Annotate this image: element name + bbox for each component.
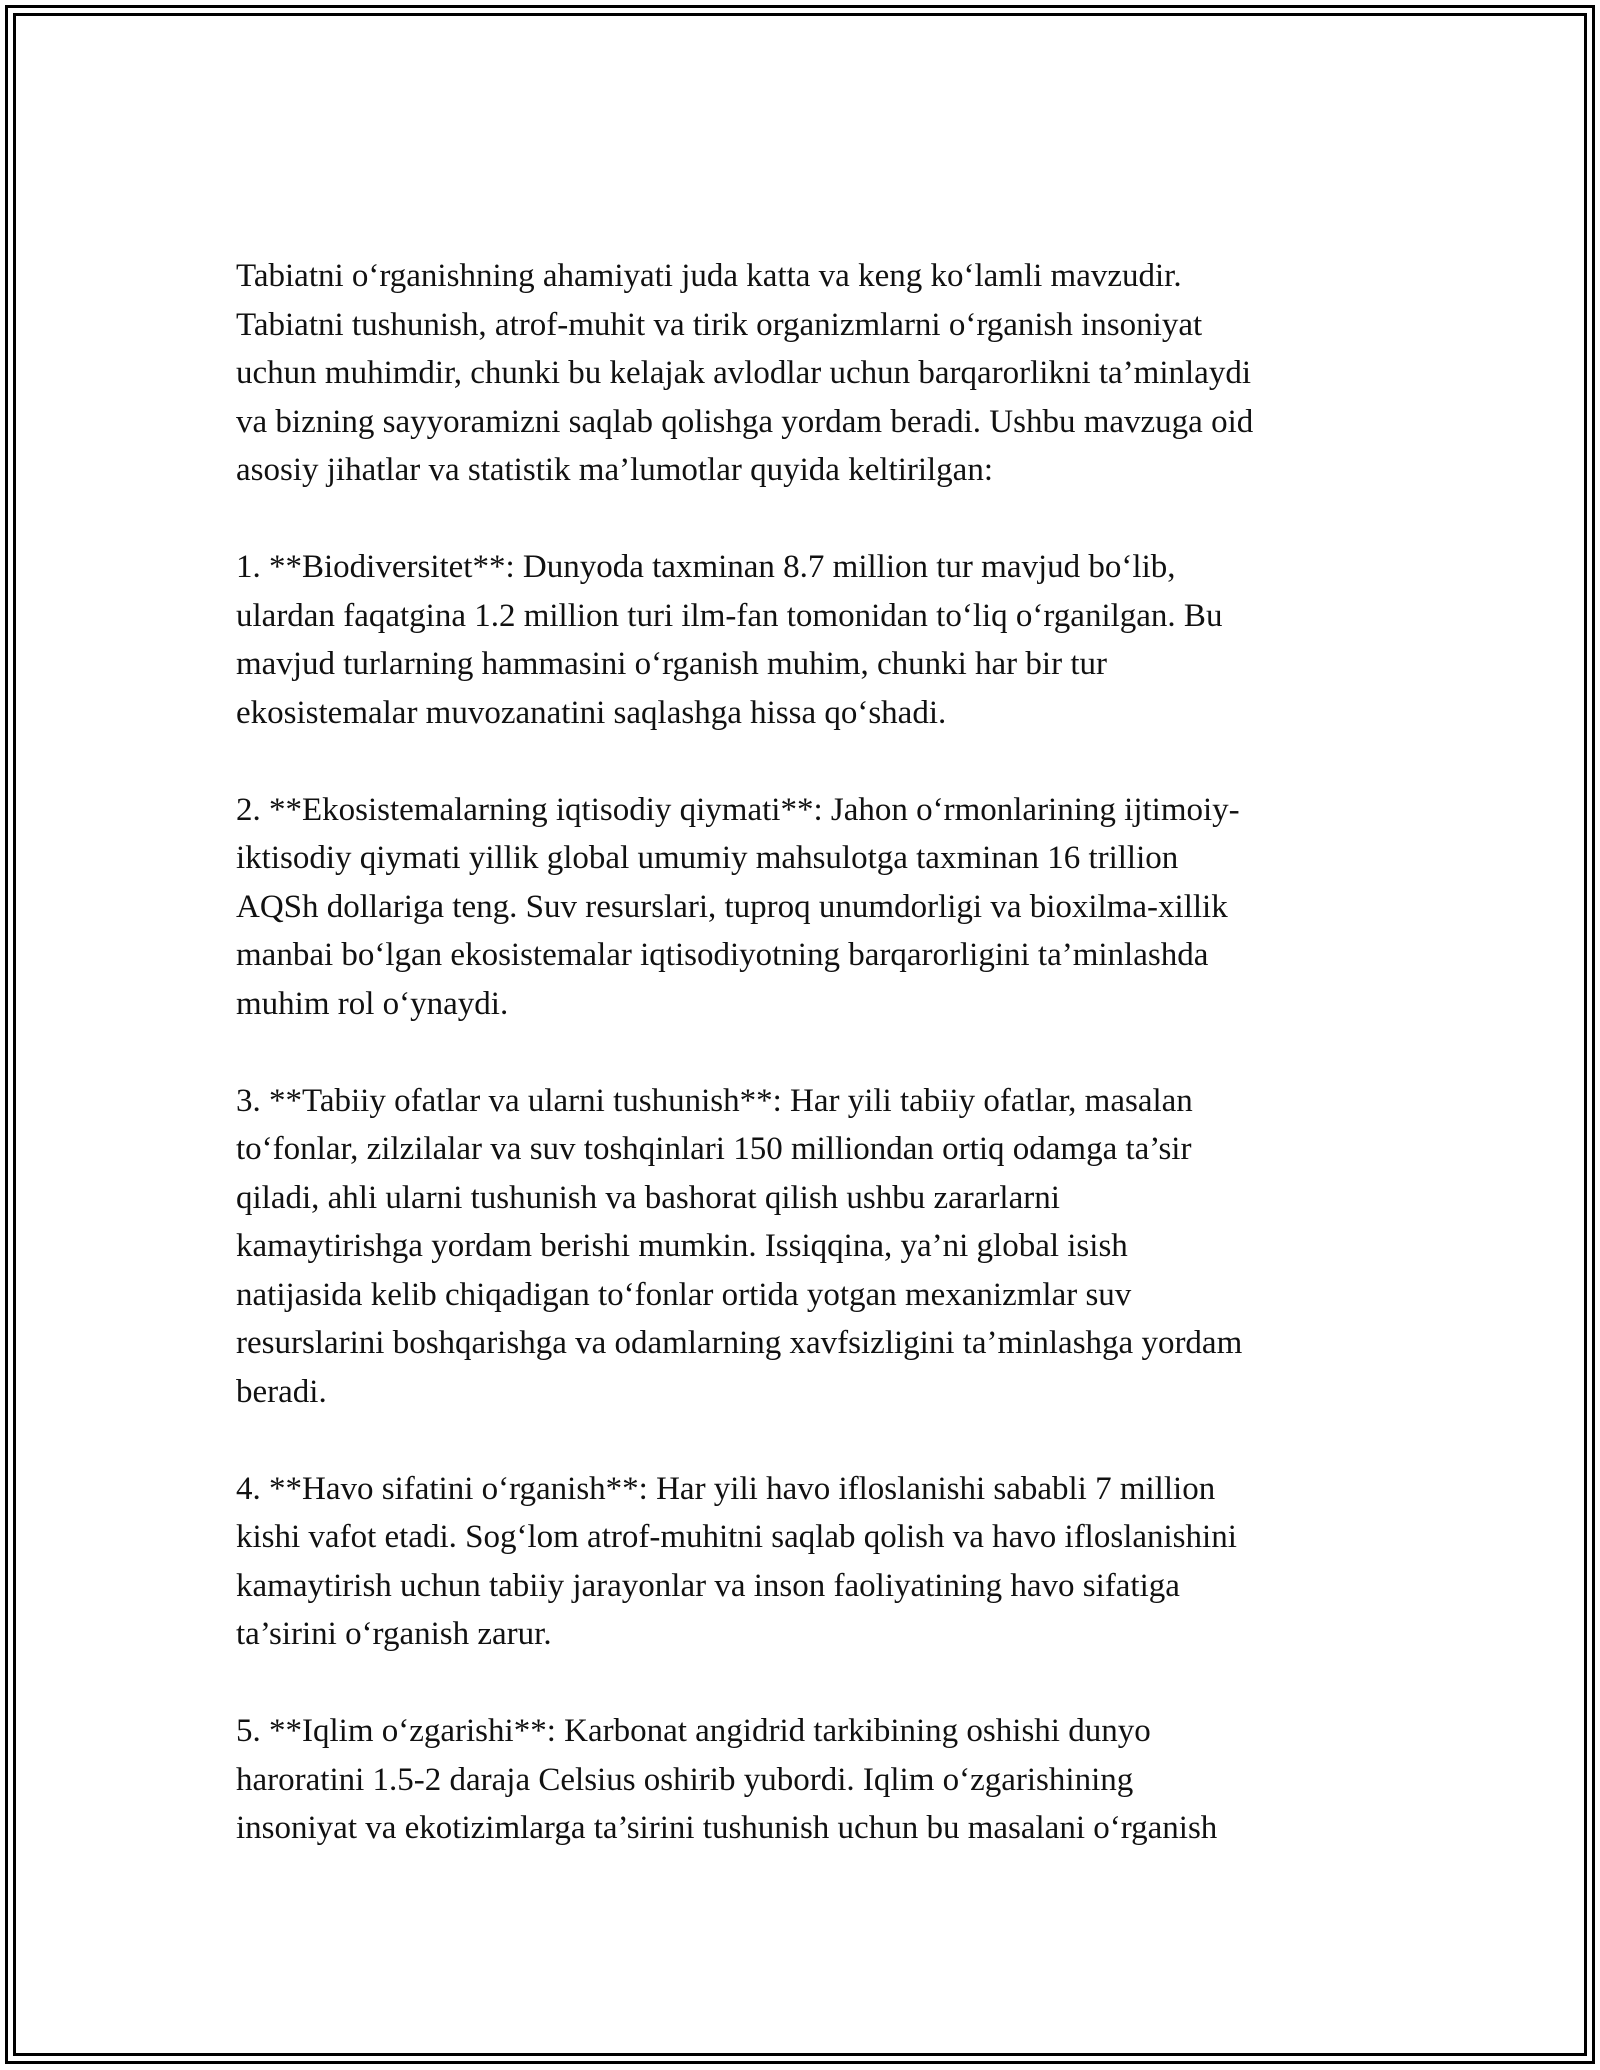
text-line: 5. **Iqlim o‘zgarishi**: Karbonat angidrid tarkibining oshishi dunyo [236, 1713, 1151, 1749]
paragraph-biodiversity [236, 543, 1386, 737]
text-line: va bizning sayyoramizni saqlab qolishga yordam beradi. Ushbu mavzuga oid [236, 403, 1254, 440]
text-line: 3. **Tabiiy ofatlar va ularni tushunish**: Har yili tabiiy ofatlar, masalan [236, 1082, 1193, 1119]
text-line: ekosistemalar muvozanatini saqlashga hissa qo‘shadi. [236, 694, 947, 731]
text-line: qiladi, ahli ularni tushunish va bashorat qilish ushbu zararlarni [236, 1179, 1060, 1216]
paragraph-climate-change [236, 1707, 1386, 1853]
text-line: haroratini 1.5-2 daraja Celsius oshirib yubordi. Iqlim o‘zgarishining [236, 1761, 1134, 1798]
text-line: Tabiatni tushunish, atrof-muhit va tirik organizmlarni o‘rganish insoniyat [236, 306, 1203, 343]
text-line: kishi vafot etadi. Sog‘lom atrof-muhitni saqlab qolish va havo ifloslanishini [236, 1519, 1237, 1555]
text-line: insoniyat va ekotizimlarga ta’sirini tushunish uchun bu masalani o‘rganish [236, 1810, 1218, 1846]
paragraph-ecosystem-value [236, 786, 1386, 1029]
paragraph-natural-disasters [236, 1077, 1386, 1417]
text-line: 1. **Biodiversitet**: Dunyoda taxminan 8.7 million tur mavjud bo‘lib, [236, 549, 1176, 585]
text-line: asosiy jihatlar va statistik ma’lumotlar quyida keltirilgan: [236, 452, 994, 488]
text-line: kamaytirish uchun tabiiy jarayonlar va inson faoliyatining havo sifatiga [236, 1567, 1180, 1604]
text-line: iktisodiy qiymati yillik global umumiy mahsulotga taxminan 16 trillion [236, 840, 1179, 876]
paragraph-intro [236, 252, 1386, 495]
text-line: resurslarini boshqarishga va odamlarning xavfsizligini ta’minlashga yordam [236, 1325, 1243, 1361]
text-line: ta’sirini o‘rganish zarur. [236, 1616, 552, 1652]
text-line: beradi. [236, 1373, 327, 1410]
text-line: natijasida kelib chiqadigan to‘fonlar ortida yotgan mexanizmlar suv [236, 1276, 1132, 1313]
text-line: 4. **Havo sifatini o‘rganish**: Har yili havo ifloslanishi sababli 7 million [236, 1470, 1216, 1507]
text-line: ulardan faqatgina 1.2 million turi ilm-fan tomonidan to‘liq o‘rganilgan. Bu [236, 597, 1223, 634]
text-line: manbai bo‘lgan ekosistemalar iqtisodiyotning barqarorligini ta’minlashda [236, 937, 1209, 973]
text-line: mavjud turlarning hammasini o‘rganish muhim, chunki har bir tur [236, 646, 1107, 682]
text-line: to‘fonlar, zilzilalar va suv toshqinlari 150 milliondan ortiq odamga ta’sir [236, 1131, 1192, 1167]
document-body [236, 252, 1386, 1853]
text-line: AQSh dollariga teng. Suv resurslari, tuproq unumdorligi va bioxilma-xillik [236, 888, 1228, 925]
text-line: muhim rol o‘ynaydi. [236, 985, 509, 1022]
paragraph-air-quality [236, 1465, 1386, 1659]
text-line: uchun muhimdir, chunki bu kelajak avlodlar uchun barqarorlikni ta’minlaydi [236, 355, 1251, 391]
text-line: Tabiatni o‘rganishning ahamiyati juda katta va keng ko‘lamli mavzudir. [236, 258, 1182, 294]
text-line: 2. **Ekosistemalarning iqtisodiy qiymati**: Jahon o‘rmonlarining ijtimoiy- [236, 791, 1240, 828]
text-line: kamaytirishga yordam berishi mumkin. Issiqqina, ya’ni global isish [236, 1228, 1128, 1264]
